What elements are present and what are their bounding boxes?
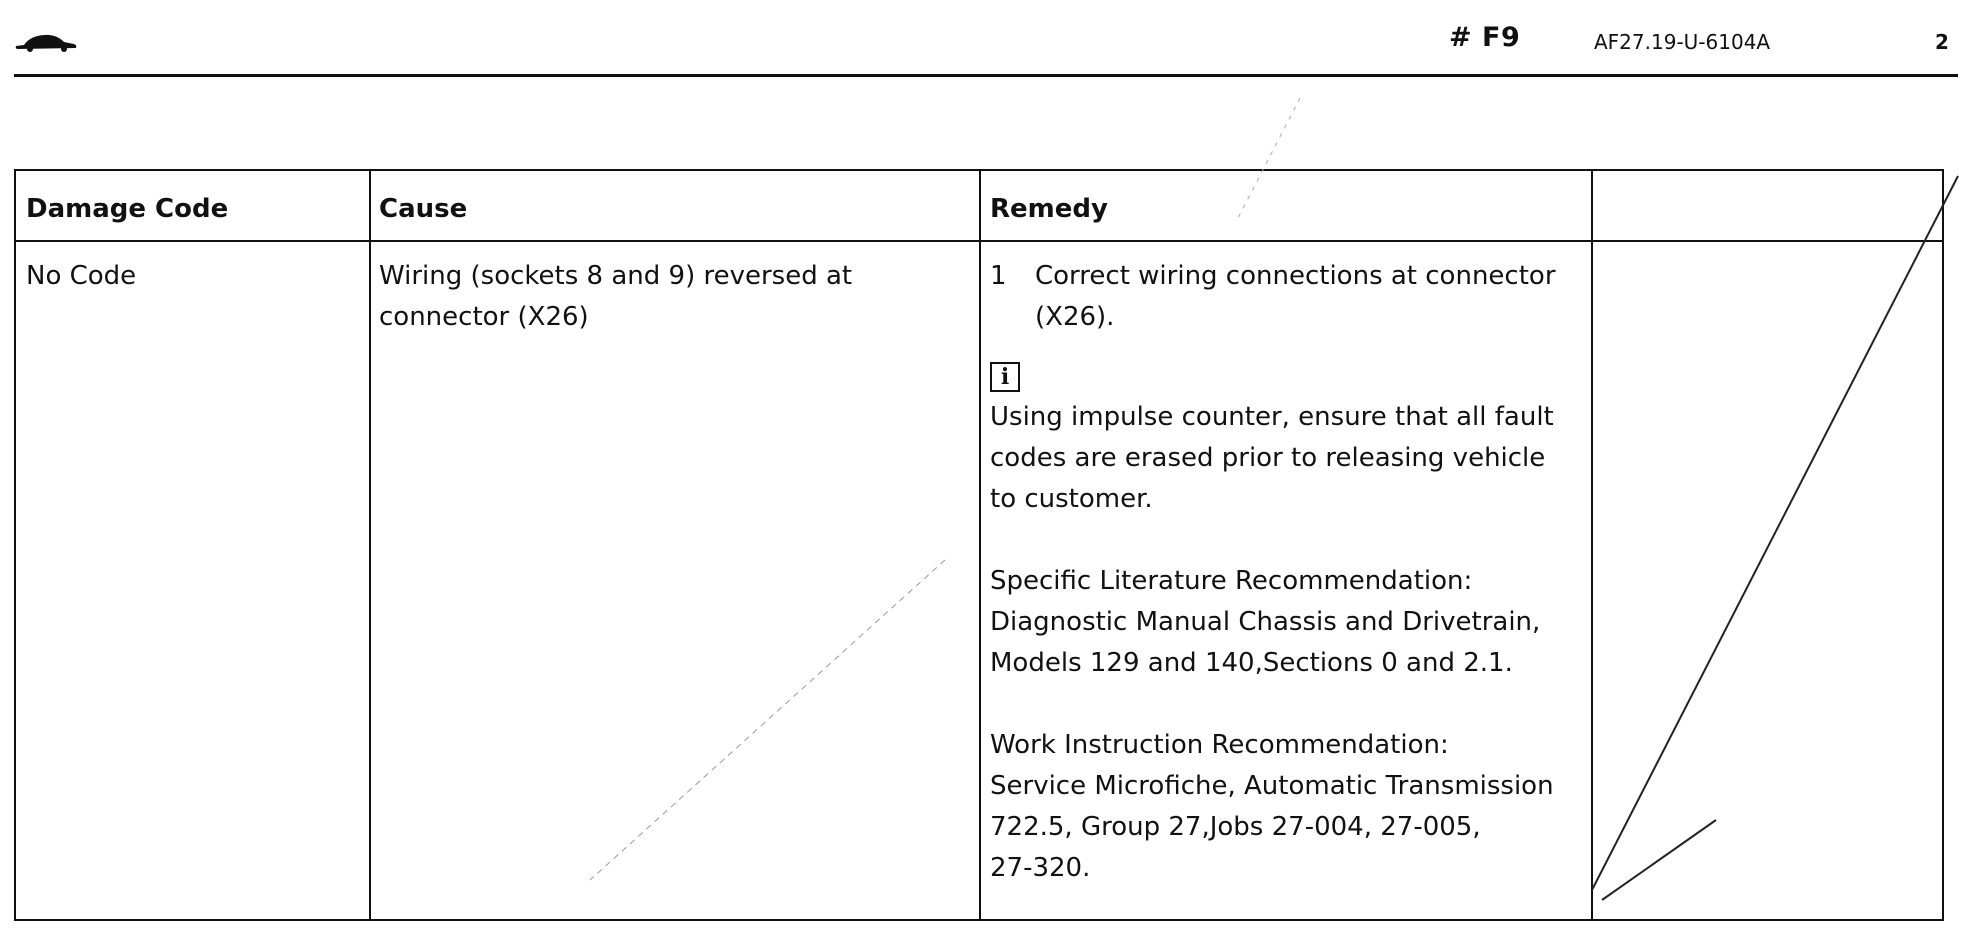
section-code: # F9 (1449, 22, 1521, 53)
damage-code-cell (26, 256, 356, 297)
work-instruction-line: 722.5, Group 27,Jobs 27-004, 27-005, (990, 812, 1481, 842)
literature-line: Models 129 and 140,Sections 0 and 2.1. (990, 648, 1513, 678)
work-instruction-line: Work Instruction Recommendation: (990, 730, 1449, 760)
remedy-step (990, 256, 1590, 338)
note-line: to customer. (990, 484, 1153, 514)
cause-line: Wiring (sockets 8 and 9) reversed at (379, 261, 853, 291)
note-line: codes are erased prior to releasing vehicle (990, 443, 1546, 473)
page-header (0, 0, 1962, 80)
header-divider (14, 74, 1958, 77)
step-text-line: Correct wiring connections at connector (1035, 261, 1556, 291)
literature-line: Diagnostic Manual Chassis and Drivetrain, (990, 607, 1541, 637)
damage-code-table (14, 169, 1944, 921)
column-divider (1591, 171, 1593, 919)
page-number: 2 (1935, 30, 1949, 54)
car-icon (14, 28, 78, 52)
step-number: 1 (990, 261, 1007, 291)
cause-line: connector (X26) (379, 302, 589, 332)
remedy-cell (990, 256, 1590, 889)
column-divider (979, 171, 981, 919)
cause-cell (379, 256, 969, 338)
column-header-remedy: Remedy (990, 194, 1108, 224)
document-number: AF27.19-U-6104A (1594, 30, 1771, 54)
column-header-damage-code: Damage Code (26, 194, 229, 224)
step-text-line: (X26). (1035, 302, 1115, 332)
work-instruction-line: Service Microfiche, Automatic Transmission (990, 771, 1554, 801)
info-icon: i (990, 362, 1020, 392)
work-instruction-line: 27-320. (990, 853, 1091, 883)
note-line: Using impulse counter, ensure that all fault (990, 402, 1554, 432)
header-row-divider (16, 240, 1942, 242)
column-divider (369, 171, 371, 919)
column-header-cause: Cause (379, 194, 468, 224)
damage-code-value: No Code (26, 261, 137, 291)
literature-line: Specific Literature Recommendation: (990, 566, 1473, 596)
